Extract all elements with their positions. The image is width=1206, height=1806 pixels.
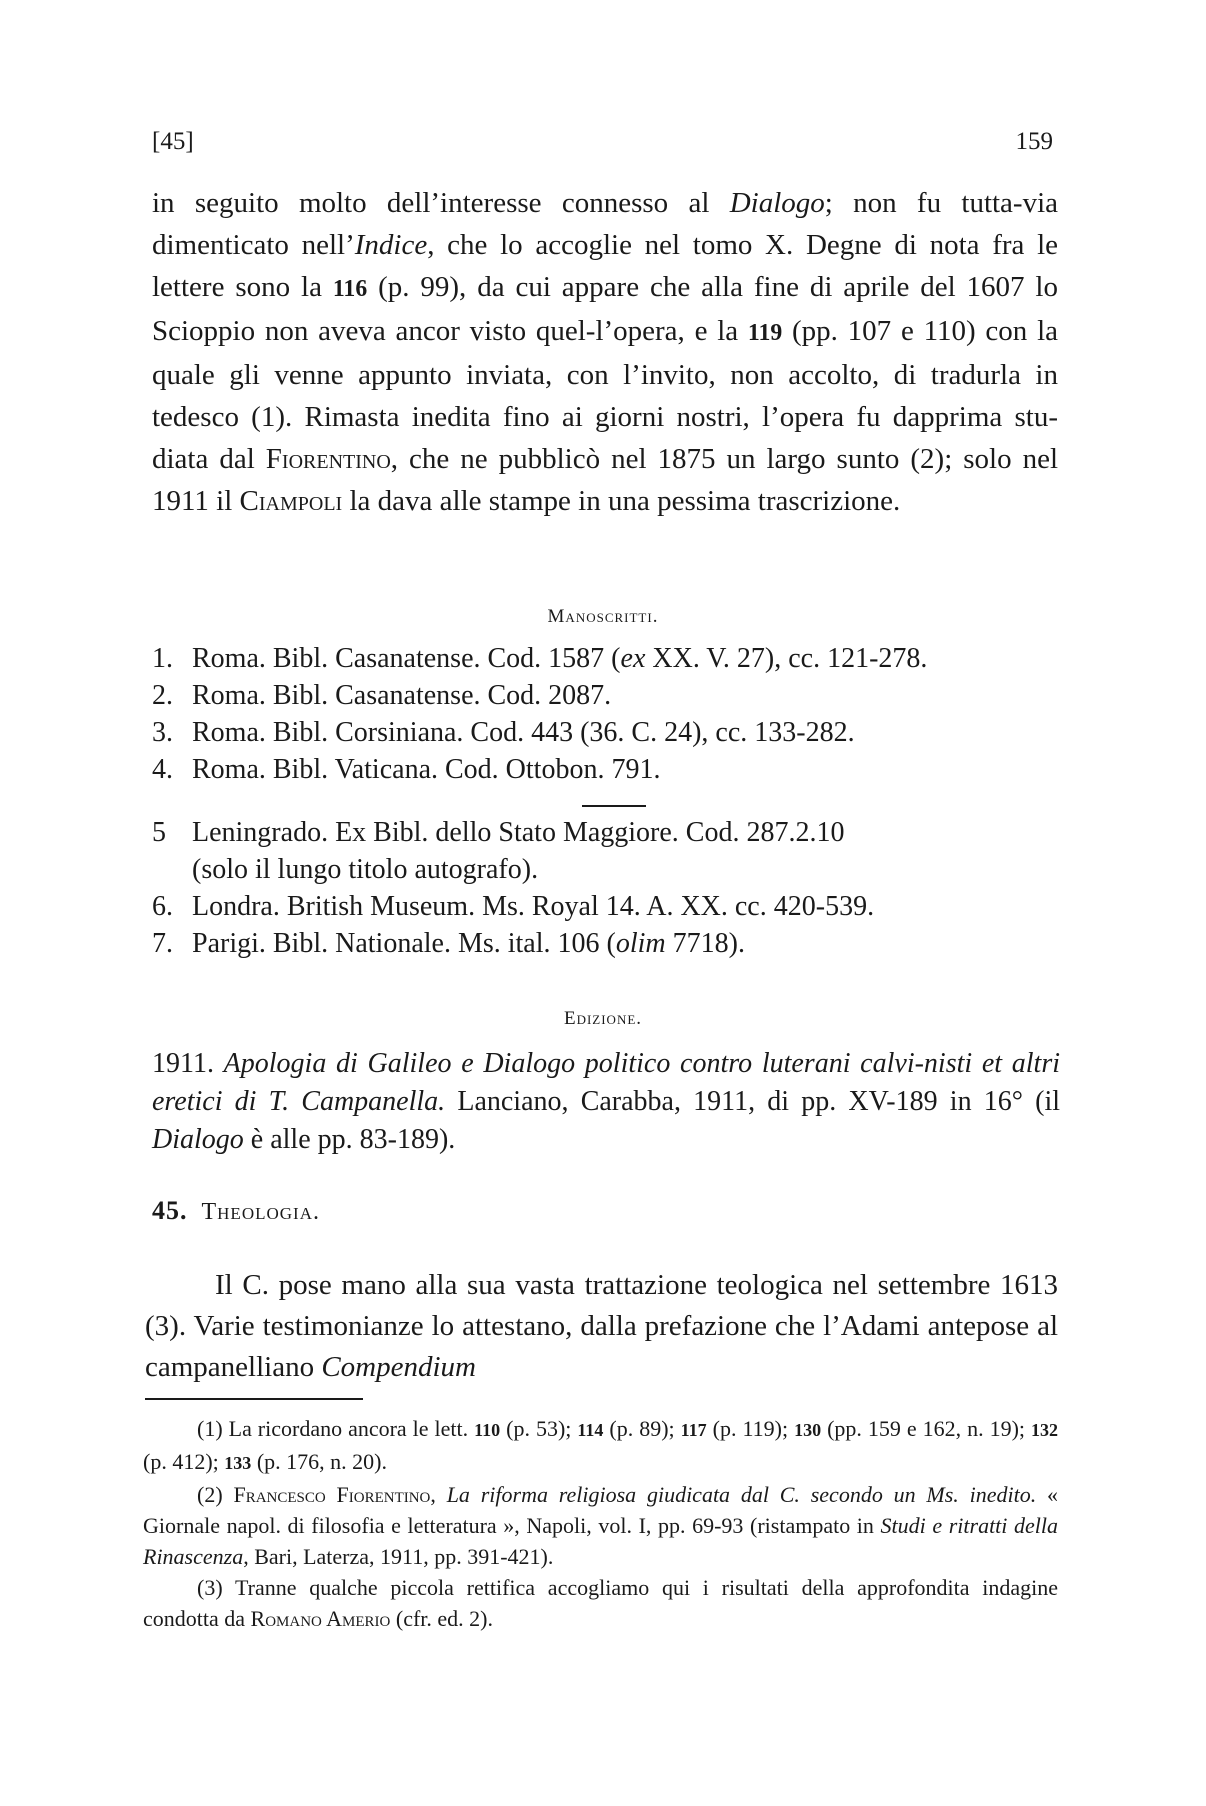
item-number: 4. (152, 754, 173, 785)
text-run: (p. 99), da cui appare che alla fine di aprile del 1607 lo Scioppio non aveva ancor visto quel-l’opera, e la (152, 271, 1058, 347)
edition-entry (152, 1045, 1060, 1159)
body-paragraph (145, 1265, 1058, 1388)
section-title: Theologia. (201, 1199, 320, 1225)
edition-heading: Edizione. (563, 1008, 643, 1029)
list-item (152, 888, 1062, 925)
text-run: (2) (197, 1482, 234, 1507)
item-number: 3. (152, 717, 173, 748)
footnote-1 (143, 1413, 1058, 1479)
manuscripts-heading: Manoscritti. (547, 606, 659, 627)
list-item (152, 640, 1062, 677)
text-run: (3) Tranne qualche piccola rettifica accogliamo qui i risultati della approfondita indagine condotta da (143, 1575, 1058, 1631)
item-number: 7. (152, 928, 173, 959)
edition-title: Apologia di Galileo e Dialogo politico contro luterani calvi-nisti et altri eretici di T. Campanella. (152, 1048, 1060, 1117)
text-run: (pp. 107 e 110) con la quale gli venne appunto inviata, con l’invito, non accolto, di tradurla in tedesco (1). Rimasta inedita fino ai giorni nostri, l’opera fu dapprima stu-diata dal (152, 315, 1058, 475)
text-run: la dava alle stampe in una pessima trascrizione. (342, 485, 901, 517)
text-run: (p. 119); (706, 1416, 795, 1441)
footnote-divider (145, 1398, 363, 1400)
list-item (152, 714, 1062, 751)
text-run: (p. 176, n. 20). (251, 1449, 387, 1474)
text-run-italic: ex (620, 643, 646, 674)
item-number: 1. (152, 643, 173, 674)
letter-number: 133 (224, 1453, 252, 1473)
section-heading (152, 1196, 320, 1226)
letter-number: 132 (1030, 1420, 1059, 1440)
text-run: in seguito molto dell’interesse connesso al (152, 187, 730, 219)
item-text: Leningrado. Ex Bibl. dello Stato Maggiore. Cod. 287.2.10 (192, 817, 845, 848)
text-run: 7718). (665, 928, 745, 959)
text-run-italic: La riforma religiosa giudicata dal C. secondo un Ms. inedito. (446, 1482, 1037, 1507)
item-number: 5 (152, 817, 166, 848)
text-run-italic: Indice (354, 229, 428, 261)
text-run: (p. 412); (143, 1449, 225, 1474)
item-text: Roma. Bibl. Vaticana. Cod. Ottobon. 791. (192, 754, 661, 785)
item-text: Londra. British Museum. Ms. Royal 14. A. XX. cc. 420-539. (192, 891, 875, 922)
text-run: (p. 53); (500, 1416, 578, 1441)
section-number: 45. (152, 1196, 188, 1225)
text-run: , Bari, Laterza, 1911, pp. 391-421). (243, 1544, 554, 1569)
author-name: Ciampoli (239, 485, 343, 517)
text-run-italic: olim (615, 928, 666, 959)
text-run: , che ne pubblicò nel 1875 un largo sunto (2); solo nel 1911 il (152, 443, 1059, 517)
item-text (192, 640, 1062, 677)
text-run: « Giornale napol. di filosofia e letteratura », Napoli, vol. I, pp. 69-93 (ristampato in (143, 1482, 1058, 1538)
footnote-3 (143, 1572, 1058, 1634)
item-number: 2. (152, 680, 173, 711)
footnote-2 (143, 1479, 1058, 1572)
author-name: Fiorentino (265, 443, 391, 475)
text-run: Roma. Bibl. Casanatense. Cod. 1587 ( (192, 643, 621, 674)
divider (582, 805, 646, 807)
item-text-continued: (solo il lungo titolo autografo). (192, 854, 539, 885)
text-run: Lanciano, Carabba, 1911, di pp. XV-189 in 16° (il (445, 1086, 1060, 1117)
intro-paragraph (152, 182, 1058, 522)
item-text: Roma. Bibl. Corsiniana. Cod. 443 (36. C. 24), cc. 133-282. (192, 717, 855, 748)
text-run: (p. 89); (603, 1416, 681, 1441)
text-run: (pp. 159 e 162, n. 19); (821, 1416, 1031, 1441)
list-item (152, 751, 1062, 788)
author-name: Romano Amerio (250, 1606, 391, 1631)
item-text: Roma. Bibl. Casanatense. Cod. 2087. (192, 680, 612, 711)
text-run: Parigi. Bibl. Nationale. Ms. ital. 106 ( (192, 928, 616, 959)
page-number: 159 (1015, 128, 1053, 155)
text-run: è alle pp. 83-189). (243, 1124, 456, 1155)
letter-number: 110 (474, 1420, 501, 1440)
text-run: Il C. pose mano alla sua vasta trattazione teologica nel settembre 1613 (3). Varie testimonianze lo attestano, dalla prefazione che l’Adami antepose al campanelliano (145, 1269, 1058, 1383)
letter-number: 130 (794, 1420, 822, 1440)
manuscript-list-continued (152, 814, 1062, 962)
letter-number: 114 (577, 1420, 604, 1440)
text-run: ; non fu tutta-via dimenticato nell’ (152, 187, 1059, 261)
text-run: XX. V. 27), cc. 121-278. (645, 643, 928, 674)
item-text (192, 925, 1062, 962)
list-item (152, 814, 1062, 851)
text-run-italic: Studi e ritratti della Rinascenza (143, 1513, 1058, 1569)
text-run: , che lo accoglie nel tomo X. Degne di nota fra le lettere sono la (152, 229, 1058, 303)
edition-year: 1911. (152, 1048, 214, 1079)
text-run-italic: Dialogo (729, 187, 825, 219)
list-item (152, 677, 1062, 714)
text-run-italic: Dialogo (152, 1124, 244, 1155)
author-name: Francesco Fiorentino (233, 1482, 431, 1507)
letter-number: 116 (332, 276, 368, 302)
letter-number: 119 (747, 320, 783, 346)
list-item (152, 925, 1062, 962)
manuscript-list (152, 640, 1062, 788)
footnotes (143, 1413, 1058, 1634)
text-run: (cfr. ed. 2). (390, 1606, 494, 1631)
section-number-header: [45] (152, 128, 194, 155)
text-run-italic: Compendium (321, 1351, 477, 1383)
item-number: 6. (152, 891, 173, 922)
text-run: (1) La ricordano ancora le lett. (197, 1416, 475, 1441)
letter-number: 117 (680, 1420, 707, 1440)
text-run: , (430, 1482, 447, 1507)
